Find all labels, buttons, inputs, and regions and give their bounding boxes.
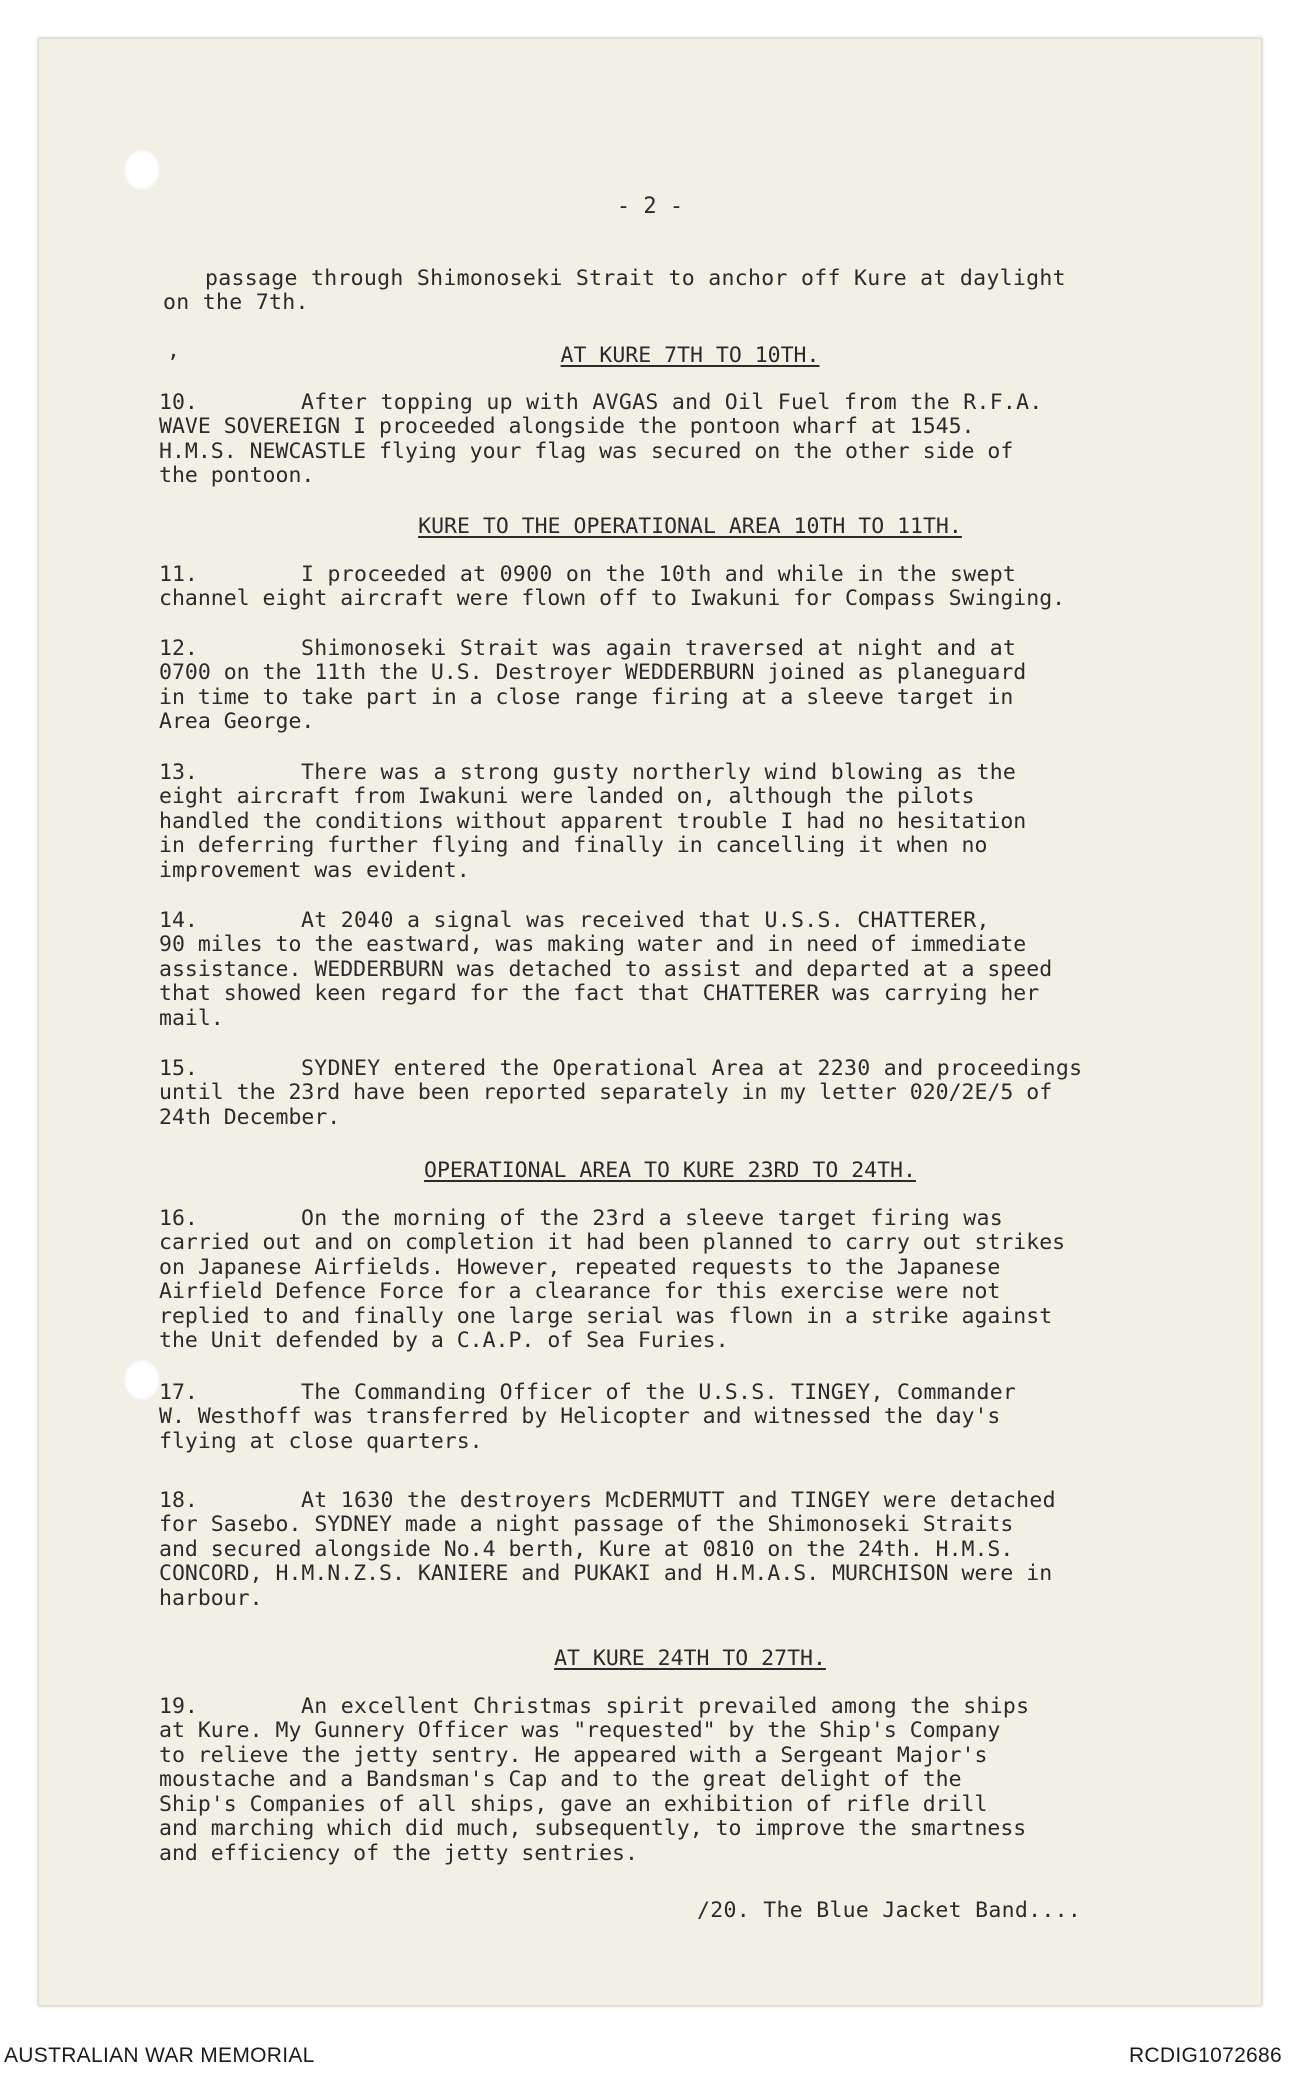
paragraph-number: 18. [159, 1488, 198, 1513]
section-heading: AT KURE 7TH TO 10TH. [560, 343, 820, 368]
paragraph-first-line: At 2040 a signal was received that U.S.S. CHATTERER, [301, 908, 990, 933]
paragraph-first-line: There was a strong gusty northerly wind blowing as the [301, 760, 1017, 785]
opening-line-1: passage through Shimonoseki Strait to anchor off Kure at daylight [205, 266, 1066, 291]
punch-hole [123, 1359, 161, 1401]
paragraph-number: 16. [159, 1206, 198, 1231]
stray-mark: , [167, 338, 181, 363]
paragraph-number: 12. [159, 636, 198, 661]
paragraph-body: WAVE SOVEREIGN I proceeded alongside the pontoon wharf at 1545. H.M.S. NEWCASTLE flying your flag was secured on the other side of the pontoon. [159, 414, 1014, 488]
punch-hole [123, 149, 161, 191]
paragraph-body: 90 miles to the eastward, was making water and in need of immediate assistance. WEDDERBURN was detached to assist and departed at a speed that showed keen regard for the fact that CHATTERER was carrying her mail. [159, 932, 1053, 1031]
paragraph-number: 13. [159, 760, 198, 785]
paragraph-body: until the 23rd have been reported separately in my letter 020/2E/5 of 24th December. [159, 1080, 1053, 1130]
document-page [38, 38, 1262, 2006]
paragraph-first-line: After topping up with AVGAS and Oil Fuel from the R.F.A. [301, 390, 1043, 415]
paragraph-body: 0700 on the 11th the U.S. Destroyer WEDDERBURN joined as planeguard in time to take part in a close range firing at a sleeve target in Area George. [159, 660, 1027, 734]
paragraph-first-line: The Commanding Officer of the U.S.S. TINGEY, Commander [301, 1380, 1017, 1405]
paragraph-body: carried out and on completion it had been planned to carry out strikes on Japanese Airfields. However, repeated requests to the Japanese Airfield Defence Force for a clearance for this exercise were not replied to and finally one large serial was flown in a strike against the Unit defended by a C.A.P. of Sea Furies. [159, 1230, 1066, 1353]
paragraph-body: for Sasebo. SYDNEY made a night passage of the Shimonoseki Straits and secured alongside No.4 berth, Kure at 0810 on the 24th. H.M.S. CONCORD, H.M.N.Z.S. KANIERE and PUKAKI and H.M.A.S. MURCHISON were in harbour. [159, 1512, 1053, 1611]
paragraph-first-line: I proceeded at 0900 on the 10th and while in the swept [301, 562, 1017, 587]
paragraph-first-line: At 1630 the destroyers McDERMUTT and TINGEY were detached [301, 1488, 1056, 1513]
paragraph-body: W. Westhoff was transferred by Helicopter and witnessed the day's flying at close quarters. [159, 1404, 1001, 1454]
opening-line-2: on the 7th. [163, 290, 309, 315]
paragraph-number: 15. [159, 1056, 198, 1081]
paragraph-number: 19. [159, 1694, 198, 1719]
paragraph-number: 17. [159, 1380, 198, 1405]
paragraph-number: 14. [159, 908, 198, 933]
paragraph-body: eight aircraft from Iwakuni were landed on, although the pilots handled the conditions without apparent trouble I had no hesitation in deferring further flying and finally in cancelling it when no improvement was evident. [159, 784, 1027, 883]
paragraph-body: at Kure. My Gunnery Officer was "requested" by the Ship's Company to relieve the jetty sentry. He appeared with a Sergeant Major's moustache and a Bandsman's Cap and to the great delight of the Ship's Companies of all ships, gave an exhibition of rifle drill and marching which did much, subsequently, to improve the smartness and efficiency of the jetty sentries. [159, 1718, 1027, 1866]
paragraph-first-line: An excellent Christmas spirit prevailed among the ships [301, 1694, 1030, 1719]
paragraph-number: 10. [159, 390, 198, 415]
page-number: - 2 - [616, 194, 684, 219]
paragraph-first-line: Shimonoseki Strait was again traversed at night and at [301, 636, 1017, 661]
paragraph-number: 11. [159, 562, 198, 587]
footer-record-id: RCDIG1072686 [1128, 2044, 1282, 2067]
continuation-line: /20. The Blue Jacket Band.... [697, 1898, 1082, 1923]
footer-credit: AUSTRALIAN WAR MEMORIAL [4, 2044, 315, 2067]
paragraph-first-line: SYDNEY entered the Operational Area at 2230 and proceedings [301, 1056, 1083, 1081]
section-heading: AT KURE 24TH TO 27TH. [554, 1646, 826, 1671]
section-heading: KURE TO THE OPERATIONAL AREA 10TH TO 11TH. [418, 514, 962, 539]
paragraph-first-line: On the morning of the 23rd a sleeve target firing was [301, 1206, 1003, 1231]
section-heading: OPERATIONAL AREA TO KURE 23RD TO 24TH. [424, 1158, 916, 1183]
paragraph-body: channel eight aircraft were flown off to Iwakuni for Compass Swinging. [159, 586, 1066, 611]
